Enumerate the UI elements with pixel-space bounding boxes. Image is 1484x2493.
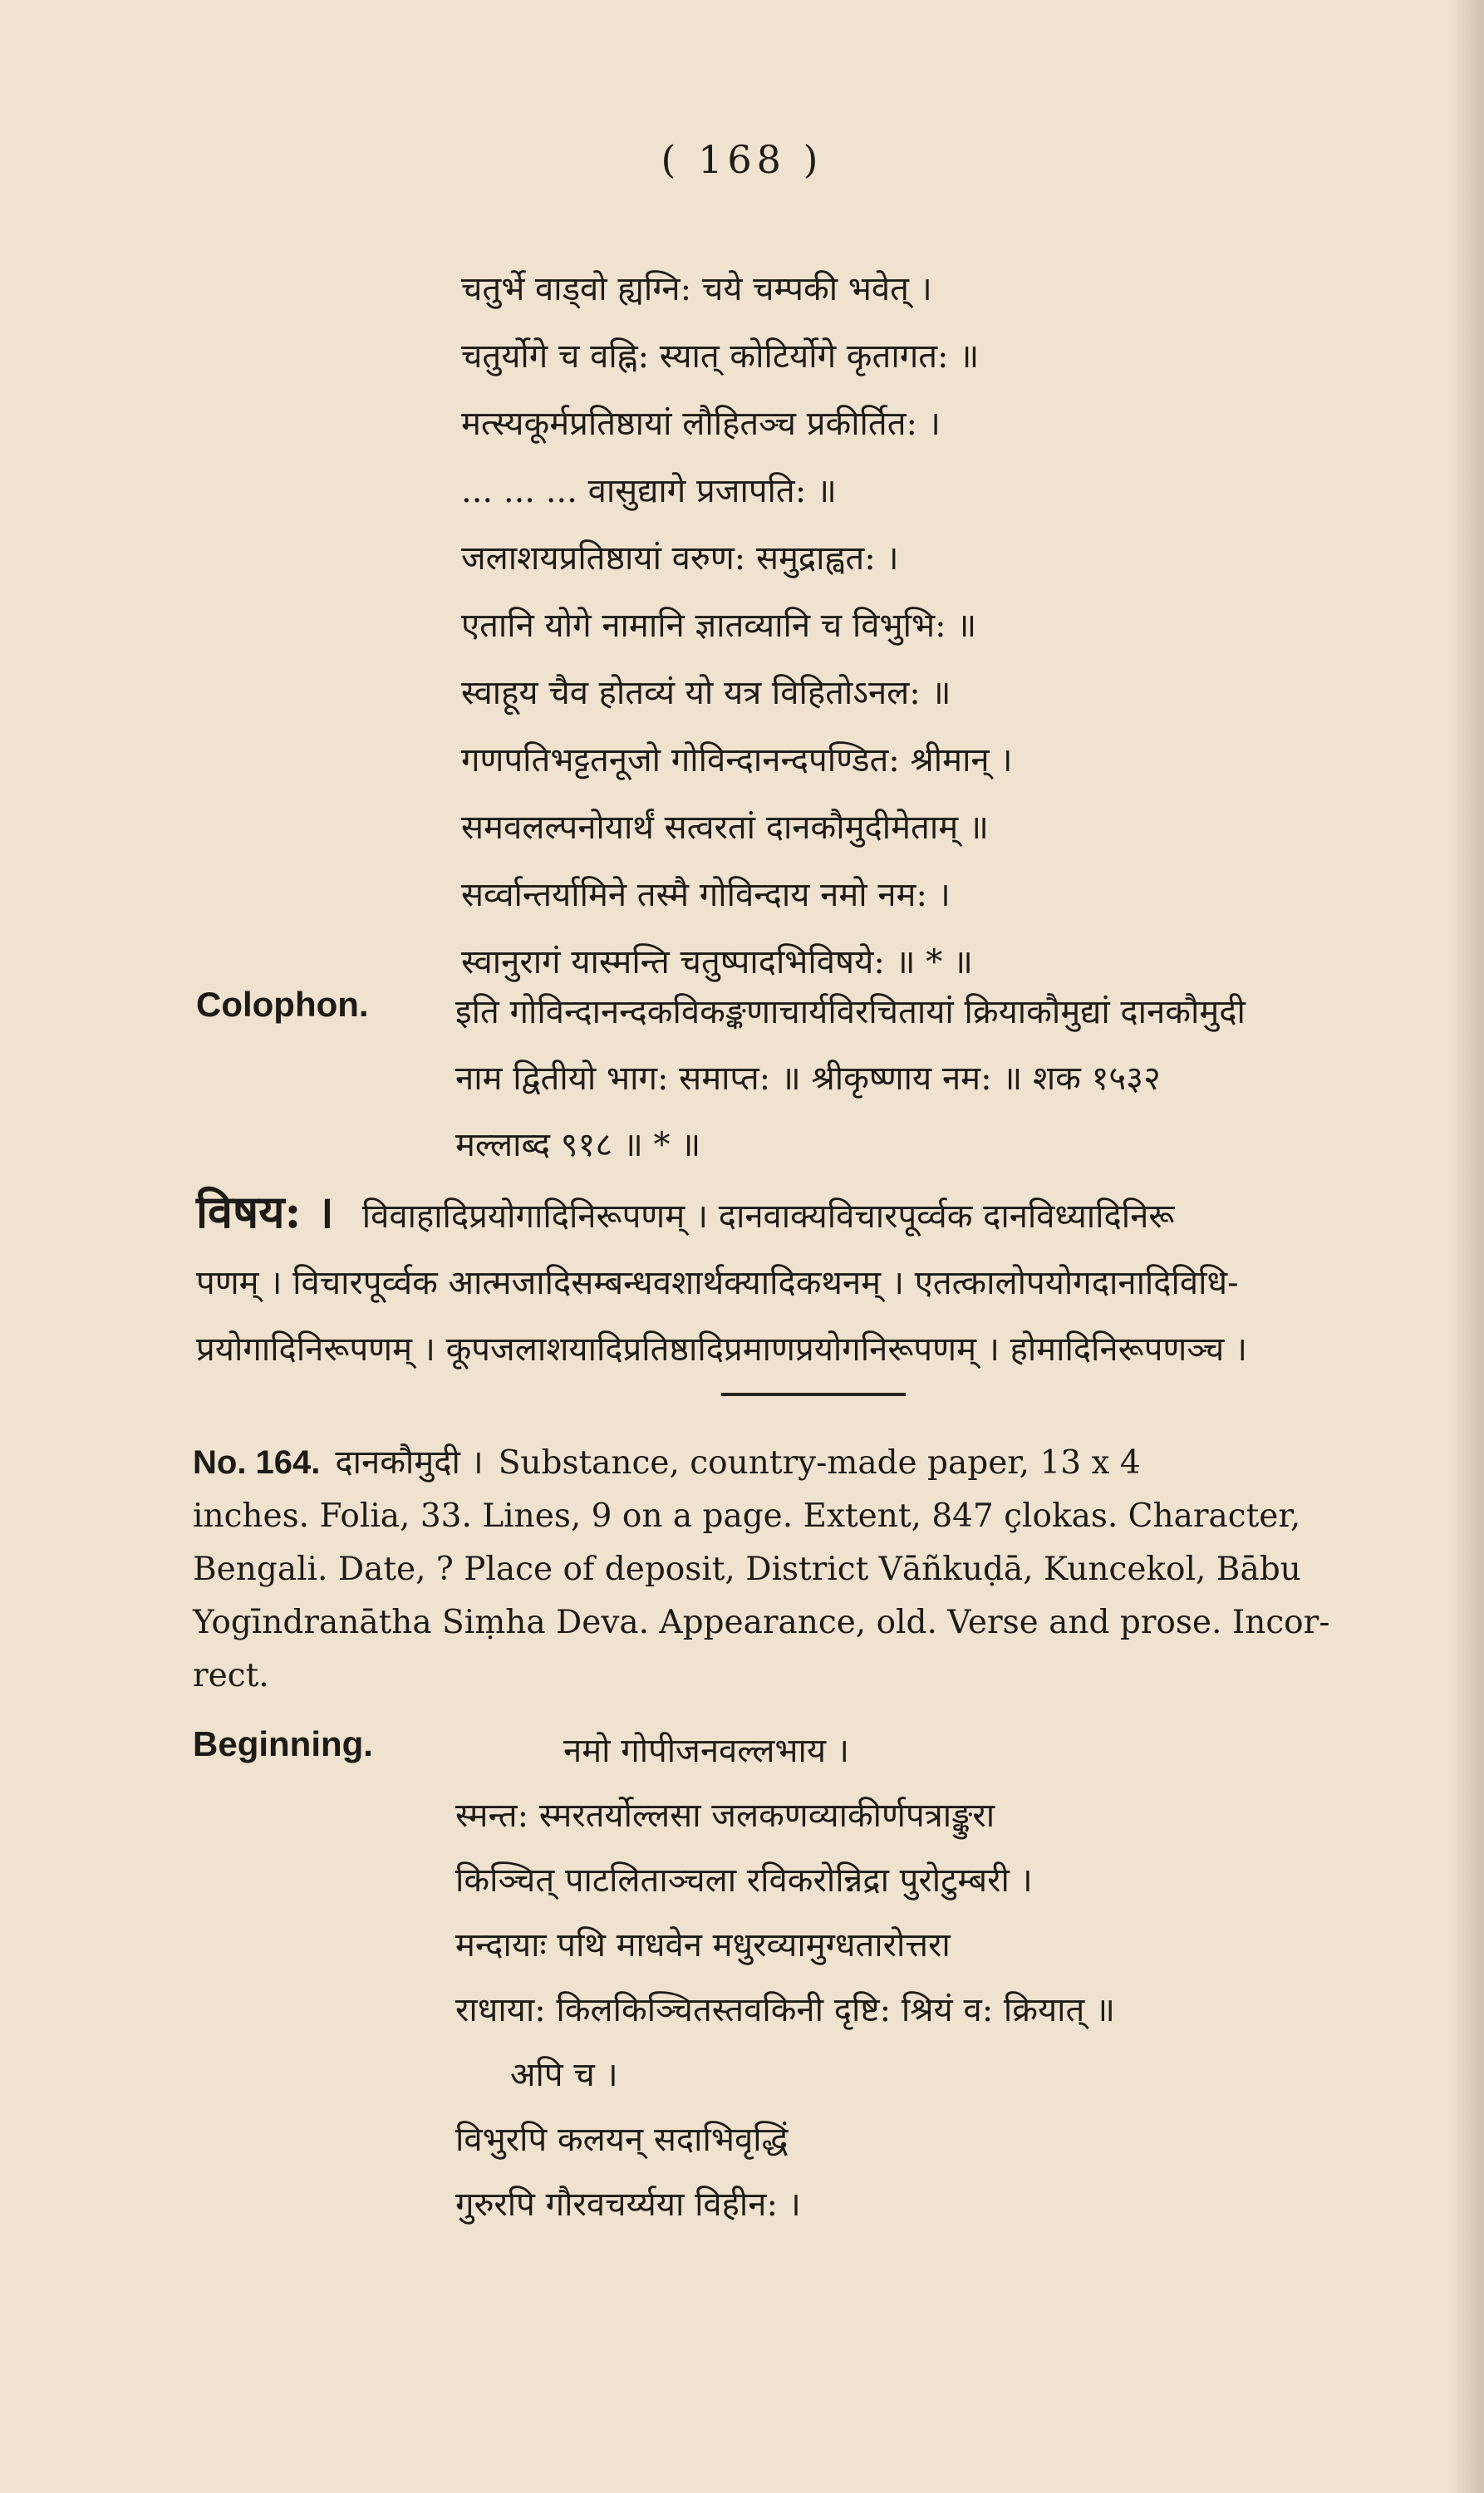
verse-line: समवलल्पनोयार्थं सत्वरतां दानकौमुदीमेताम् ॥ [461,809,989,847]
entry-title: दानकौमुदी । [335,1443,484,1482]
verse-line: स्वानुरागं यास्मन्ति चतुष्पादभिविषये: ॥ * ॥ [461,943,973,981]
colophon-text [455,979,1436,1178]
beginning-label: Beginning. [193,1724,373,1763]
entry-line-first [193,1436,1439,1490]
beginning-line: अपि च । [510,2056,618,2094]
verse-line: स्वाहूय चैव होतव्यं यो यत्र विहितोऽनल: ॥ [461,674,951,712]
page-number: ( 168 ) [661,137,823,182]
colophon-line: इति गोविन्दानन्दकविकङ्कणाचार्यविरचितायां क्रियाकौमुद्यां दानकौमुदी [455,993,1246,1031]
page-edge-shadow [1451,0,1484,2493]
verse-line: सर्व्वान्तर्यामिने तस्मै गोविन्दाय नमो नम: । [461,876,951,914]
entry-line: rect. [193,1657,269,1694]
entry-number: No. 164. [193,1444,321,1481]
verse-line: जलाशयप्रतिष्ठायां वरुण: समुद्राह्वत: । [461,539,899,578]
colophon-label: Colophon. [196,985,369,1024]
entry-line: inches. Folia, 33. Lines, 9 on a page. Extent, 847 çlokas. Character, [193,1497,1301,1535]
beginning-line: स्मन्त: स्मरतर्योल्लसा जलकणव्याकीर्णपत्राङ्कुरा [455,1797,995,1835]
subject-heading: विषय: । [196,1185,334,1238]
verse-line: गणपतिभट्टतनूजो गोविन्दानन्दपण्डित: श्रीमान् । [461,741,1013,779]
subject-line: विवाहादिप्रयोगादिनिरूपणम् । दानवाक्यविचारपूर्व्वक दानविध्यादिनिरू [361,1197,1175,1236]
beginning-line: मन्दायाः पथि माधवेन मधुरव्यामुग्धतारोत्तरा [455,1926,951,1964]
colophon-line: मल्लाब्द ९१८ ॥ * ॥ [455,1126,701,1164]
colophon-line: नाम द्वितीयो भाग: समाप्त: ॥ श्रीकृष्णाय नम: ॥ शक १५३२ [455,1060,1161,1098]
verse-line: चतुर्भे वाड्वो ह्यग्नि: चये चम्पकी भवेत् । [461,270,932,308]
verse-line: मत्स्यकूर्मप्रतिष्ठायां लौहितञ्च प्रकीर्तित: । [461,405,941,443]
subject-line-first [196,1178,1418,1250]
entry-line: Yogīndranātha Siṃha Deva. Appearance, old. Verse and prose. Incor- [193,1604,1330,1641]
verse-line: ... ... ... वासुद्यागे प्रजापति: ॥ [461,472,837,510]
verse-line: चतुर्योगे च वह्नि: स्यात् कोटिर्योगे कृतागत: ॥ [461,337,980,376]
entry-line: Substance, country-made paper, 13 x 4 [498,1444,1141,1482]
beginning-line: किञ्चित् पाटलिताञ्चला रविकरोन्निद्रा पुरोटुम्बरी । [455,1861,1033,1900]
verse-block [461,264,1400,1005]
catalogue-entry [193,1436,1439,1703]
section-divider [721,1393,906,1396]
beginning-line: नमो गोपीजनवल्लभाय । [563,1732,849,1770]
entry-line: Bengali. Date, ? Place of deposit, District Vāñkuḍā, Kuncekol, Bābu [193,1551,1301,1588]
subject-line: प्रयोगादिनिरूपणम् । कूपजलाशयादिप्रतिष्ठादिप्रमाणप्रयोगनिरूपणम् । होमादिनिरूपणञ्च । [196,1330,1248,1369]
subject-line: पणम् । विचारपूर्व्वक आत्मजादिसम्बन्धवशार्थक्यादिकथनम् । एतत्कालोपयोगदानादिविधि- [196,1264,1239,1302]
verse-line: एतानि योगे नामानि ज्ञातव्यानि च विभुभि: ॥ [461,607,977,645]
beginning-line: राधाया: किलकिञ्चितस्तवकिनी दृष्टि: श्रियं व: क्रियात् ॥ [455,1991,1115,2029]
beginning-line: विभुरपि कलयन् सदाभिवृद्धिं [455,2121,789,2159]
beginning-text [455,1719,1411,2237]
beginning-line: गुरुरपि गौरवचर्य्यया विहीन: । [455,2186,801,2224]
subject-section [196,1178,1418,1383]
